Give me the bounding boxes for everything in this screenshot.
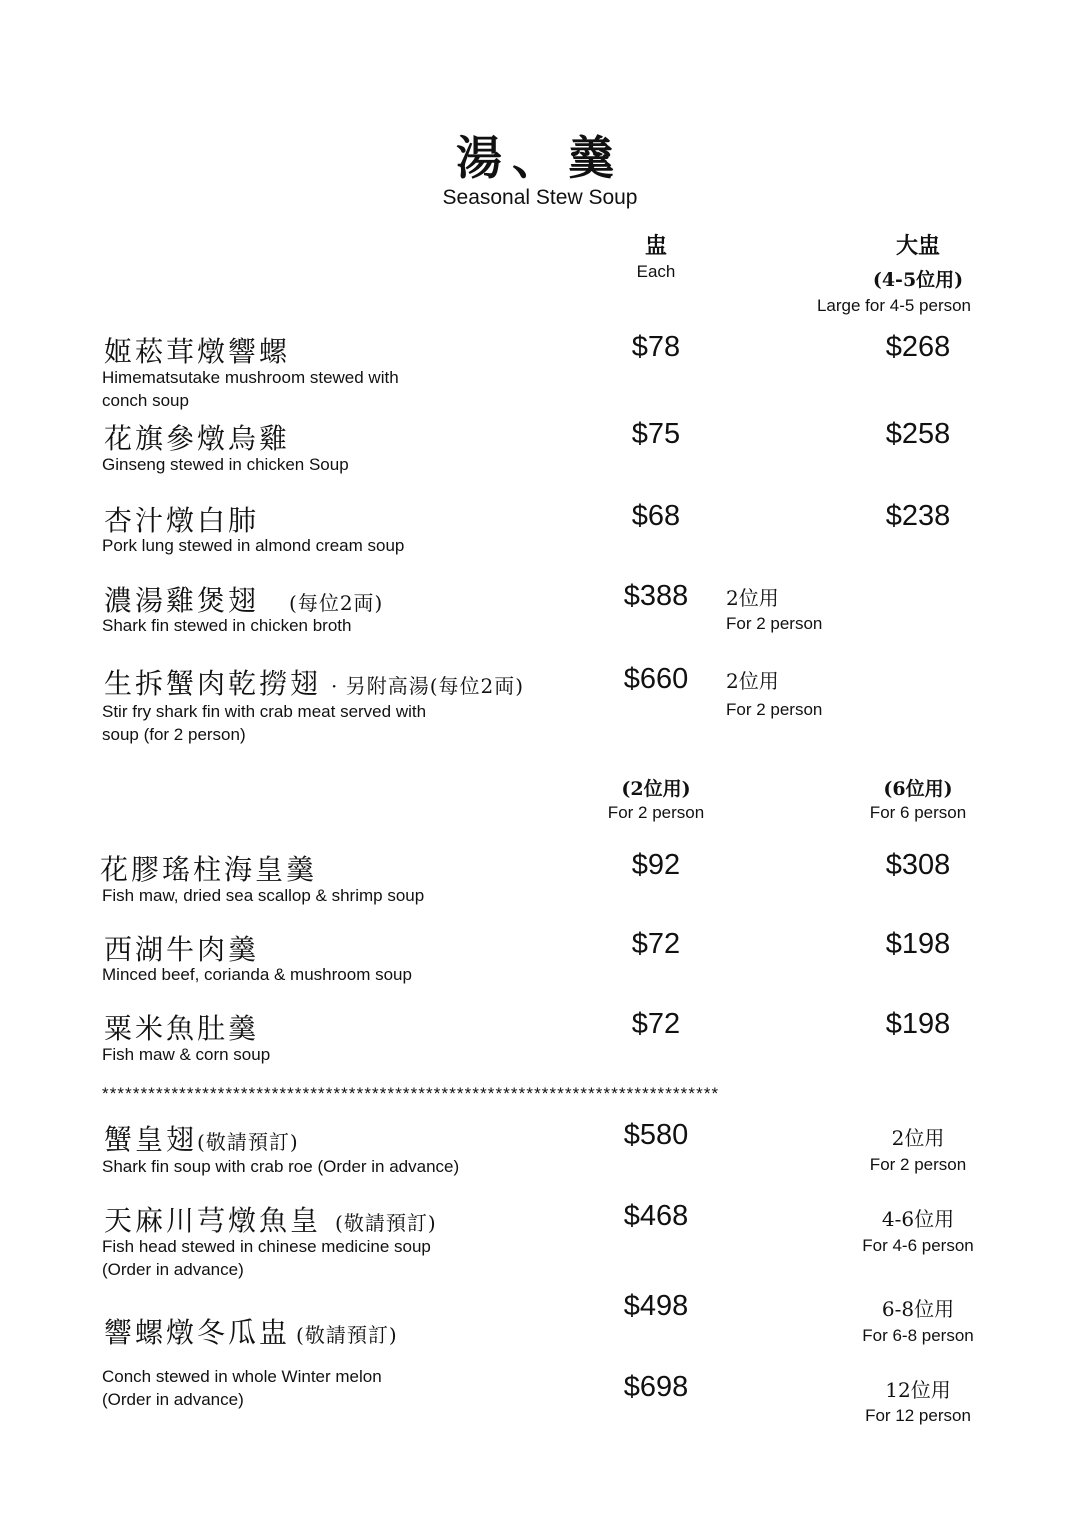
serving-size-cn: 2位用 bbox=[726, 669, 779, 693]
column-header-6-person-en: For 6 person bbox=[869, 803, 967, 822]
menu-item-name-en: Fish maw, dried sea scallop & shrimp soup bbox=[102, 886, 425, 905]
price-each: $75 bbox=[631, 418, 681, 450]
serving-size-en: For 2 person bbox=[726, 700, 823, 719]
item-note: (每位2両) bbox=[289, 591, 384, 615]
menu-item-name-en: Stir fry shark fin with crab meat served with soup (for 2 person) bbox=[102, 702, 427, 744]
menu-item-name-en: Shark fin soup with crab roe (Order in advance) bbox=[102, 1157, 460, 1176]
menu-item-name-en: Conch stewed in whole Winter melon (Order in advance) bbox=[102, 1367, 382, 1409]
price-2-person: $72 bbox=[631, 1008, 681, 1040]
menu-item-name-en: Himematsutake mushroom stewed with conch soup bbox=[102, 368, 399, 410]
column-header-each-en: Each bbox=[636, 262, 676, 281]
price-6-person: $198 bbox=[885, 1008, 951, 1040]
menu-item-name-en: Ginseng stewed in chicken Soup bbox=[102, 455, 349, 474]
menu-item-name-en: Fish head stewed in chinese medicine soup (Order in advance) bbox=[102, 1237, 431, 1279]
column-header-large-cn: 大盅 bbox=[895, 233, 941, 259]
menu-item-name-cn: 花膠瑤柱海皇羹 bbox=[100, 853, 318, 886]
menu-item-name-en: Shark fin stewed in chicken broth bbox=[102, 616, 352, 635]
price: $388 bbox=[623, 580, 689, 612]
item-note: (敬請預訂) bbox=[296, 1323, 398, 1347]
menu-item-name-cn: 生拆蟹肉乾撈翅 · 另附高湯(每位2両) bbox=[104, 667, 525, 700]
column-header-2-person-cn: (2位用) bbox=[621, 778, 691, 800]
price-large: $238 bbox=[885, 500, 951, 532]
menu-item-name-en: Pork lung stewed in almond cream soup bbox=[102, 536, 405, 555]
menu-item-name-cn: 花旗參燉烏雞 bbox=[104, 422, 291, 455]
column-header-large-sub: (4-5位用) bbox=[872, 269, 964, 291]
menu-item-name-cn: 姬菘茸燉響螺 bbox=[104, 335, 291, 368]
column-header-large-en: Large for 4-5 person bbox=[816, 296, 972, 315]
column-header-6-person-cn: (6位用) bbox=[883, 778, 953, 800]
serving-size-en: For 12 person bbox=[865, 1406, 971, 1425]
menu-item-name-en: Minced beef, corianda & mushroom soup bbox=[102, 965, 412, 984]
price-6-person: $308 bbox=[885, 849, 951, 881]
serving-size-cn: 4-6位用 bbox=[881, 1207, 955, 1231]
item-note: (敬請預訂) bbox=[197, 1130, 299, 1154]
price-2-person: $92 bbox=[631, 849, 681, 881]
serving-size-cn: 2位用 bbox=[726, 586, 779, 610]
price: $660 bbox=[623, 663, 689, 695]
menu-item-name-cn: 蟹皇翅(敬請預訂) bbox=[104, 1123, 299, 1156]
column-header-2-person-en: For 2 person bbox=[607, 803, 705, 822]
price: $580 bbox=[623, 1119, 689, 1151]
item-note: (敬請預訂) bbox=[335, 1211, 437, 1235]
menu-item-name-cn: 杏汁燉白肺 bbox=[104, 504, 260, 537]
menu-item-name-cn: 響螺燉冬瓜盅 (敬請預訂) bbox=[104, 1316, 398, 1349]
serving-size-cn: 2位用 bbox=[891, 1126, 945, 1150]
column-header-each-cn: 盅 bbox=[644, 233, 668, 259]
section-divider: ******************************************************************************** bbox=[102, 1084, 720, 1103]
serving-size-en: For 2 person bbox=[726, 614, 823, 633]
price-each: $68 bbox=[631, 500, 681, 532]
price-option-b: $698 bbox=[623, 1371, 689, 1403]
serving-size-en: For 2 person bbox=[869, 1155, 967, 1174]
serving-size-en: For 4-6 person bbox=[862, 1236, 974, 1255]
menu-item-name-cn: 天麻川芎燉魚皇 (敬請預訂) bbox=[104, 1204, 437, 1237]
menu-item-name-en: Fish maw & corn soup bbox=[102, 1045, 271, 1064]
price-option-a: $498 bbox=[623, 1290, 689, 1322]
serving-size-cn: 12位用 bbox=[885, 1378, 951, 1402]
menu-item-name-cn: 濃湯雞煲翅 (每位2両) bbox=[104, 584, 384, 617]
price-2-person: $72 bbox=[631, 928, 681, 960]
page-title: 湯、羹 bbox=[456, 131, 624, 185]
price-6-person: $198 bbox=[885, 928, 951, 960]
page-subtitle: Seasonal Stew Soup bbox=[442, 186, 638, 209]
serving-size-en: For 6-8 person bbox=[862, 1326, 974, 1345]
price-large: $268 bbox=[885, 331, 951, 363]
price-large: $258 bbox=[885, 418, 951, 450]
price: $468 bbox=[623, 1200, 689, 1232]
price-each: $78 bbox=[631, 331, 681, 363]
item-note: · 另附高湯(每位2両) bbox=[331, 674, 525, 698]
menu-item-name-cn: 西湖牛肉羹 bbox=[104, 933, 260, 966]
serving-size-cn: 6-8位用 bbox=[881, 1297, 955, 1321]
menu-item-name-cn: 粟米魚肚羹 bbox=[104, 1012, 260, 1045]
